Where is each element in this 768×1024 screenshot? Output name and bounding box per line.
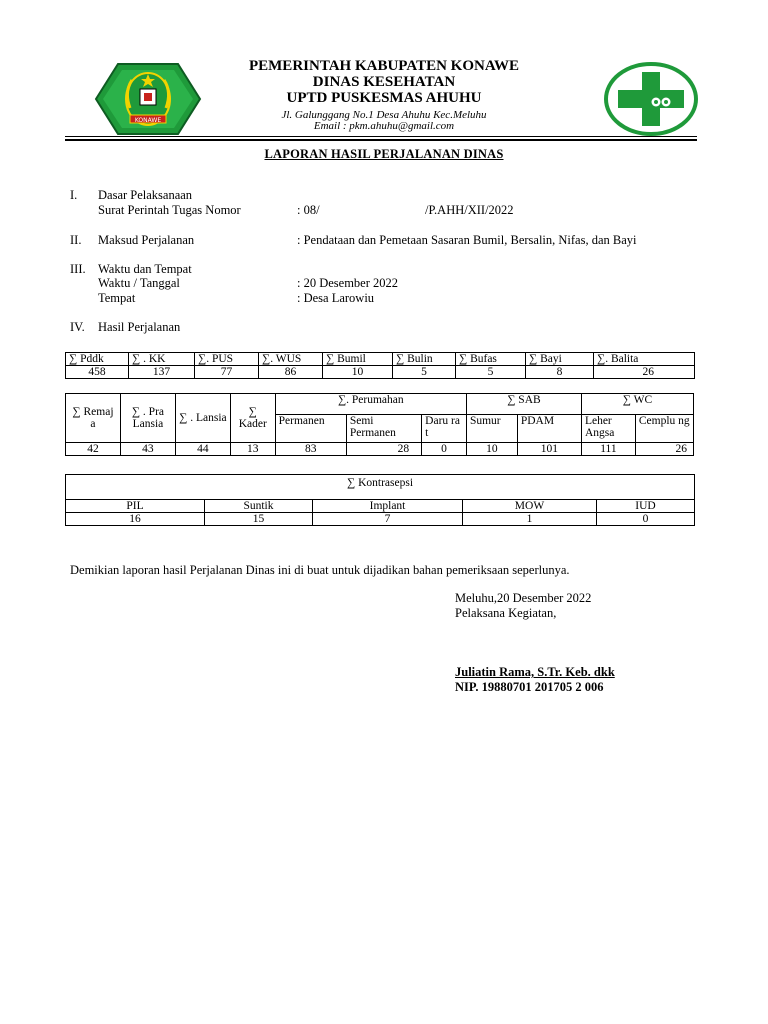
table-cell: 26 — [594, 366, 695, 379]
table-header-row — [66, 394, 694, 415]
table-header-cell: ∑ Bulin — [393, 353, 456, 366]
table-header-cell: ∑ Kader — [230, 394, 275, 443]
table-cell: 15 — [205, 513, 313, 526]
header-puskesmas: UPTD PUSKESMAS AHUHU — [286, 90, 482, 106]
table-header-cell: ∑ . KK — [129, 353, 195, 366]
table-header-cell: ∑ Bufas — [456, 353, 526, 366]
table-header-cell: ∑. Balita — [594, 353, 695, 366]
closing-statement: Demikian laporan hasil Perjalanan Dinas ini di buat untuk dijadikan bahan pemeriksaan seperlunya. — [70, 563, 570, 577]
section-2-label: Maksud Perjalanan — [98, 233, 195, 247]
signature-place-date: Meluhu,20 Desember 2022 — [455, 591, 592, 605]
header-divider — [65, 136, 697, 137]
table-cell: 101 — [517, 443, 581, 456]
section-3-number: III. — [70, 262, 86, 276]
table-title-row — [66, 475, 695, 500]
table-cell: 137 — [129, 366, 195, 379]
table-cell: 5 — [393, 366, 456, 379]
table-header-cell: Suntik — [205, 500, 313, 513]
table-row — [66, 443, 694, 456]
table-header-cell: Sumur — [466, 415, 517, 443]
table-cell: 77 — [195, 366, 259, 379]
table-header-cell: PDAM — [517, 415, 581, 443]
section-1-value-b: /P.AHH/XII/2022 — [425, 203, 514, 217]
table-header-cell: ∑ Remaj a — [66, 394, 121, 443]
table-row — [66, 366, 695, 379]
table-header-cell: Leher Angsa — [581, 415, 635, 443]
table-header-cell: IUD — [597, 500, 695, 513]
table-cell: 42 — [66, 443, 121, 456]
section-3-date-value: : 20 Desember 2022 — [297, 276, 399, 290]
table-cell: 8 — [526, 366, 594, 379]
contraception-table — [65, 474, 695, 526]
table-header-cell: MOW — [463, 500, 597, 513]
signature-name: Juliatin Rama, S.Tr. Keb. dkk — [455, 665, 615, 679]
table-title-cell: ∑ Kontrasepsi — [66, 475, 695, 500]
table-cell: 44 — [175, 443, 230, 456]
table-cell: 26 — [635, 443, 693, 456]
table-cell: 1 — [463, 513, 597, 526]
table-header-cell: ∑ Bayi — [526, 353, 594, 366]
table-header-cell: Semi Permanen — [346, 415, 421, 443]
section-4-label: Hasil Perjalanan — [98, 320, 181, 334]
signature-role: Pelaksana Kegiatan, — [455, 606, 557, 620]
table-header-cell: Implant — [313, 500, 463, 513]
section-2-value: : Pendataan dan Pemetaan Sasaran Bumil, Bersalin, Nifas, dan Bayi — [297, 233, 637, 247]
table-header-cell: ∑ SAB — [466, 394, 581, 415]
table-cell: 5 — [456, 366, 526, 379]
table-cell: 16 — [66, 513, 205, 526]
section-1-number: I. — [70, 188, 78, 202]
table-cell: 13 — [230, 443, 275, 456]
header-government: PEMERINTAH KABUPATEN KONAWE — [248, 58, 519, 74]
table-cell: 0 — [597, 513, 695, 526]
table-cell: 10 — [323, 366, 393, 379]
table-header-cell: ∑. WUS — [259, 353, 323, 366]
section-1-label: Dasar Pelaksanaan — [98, 188, 193, 202]
table-cell: 458 — [66, 366, 129, 379]
table-header-cell: ∑. PUS — [195, 353, 259, 366]
table-cell: 7 — [313, 513, 463, 526]
population-summary-table — [65, 352, 695, 379]
header-divider-thick — [65, 139, 697, 141]
table-header-cell: Daru rat — [422, 415, 467, 443]
document-title: LAPORAN HASIL PERJALANAN DINAS — [264, 147, 504, 161]
table-cell: 86 — [259, 366, 323, 379]
housing-sanitation-table — [65, 393, 694, 456]
table-header-cell: ∑. Perumahan — [275, 394, 466, 415]
table-header-cell: ∑ . Lansia — [175, 394, 230, 443]
header-department: DINAS KESEHATAN — [312, 74, 456, 90]
section-4-number: IV. — [70, 320, 85, 334]
section-3-place-label: Tempat — [98, 291, 136, 305]
section-1-sub-label: Surat Perintah Tugas Nomor — [98, 203, 241, 217]
table-cell: 10 — [466, 443, 517, 456]
table-cell: 83 — [275, 443, 346, 456]
table-header-row — [66, 500, 695, 513]
table-cell: 28 — [346, 443, 421, 456]
table-header-row — [66, 353, 695, 366]
table-header-cell: ∑ Bumil — [323, 353, 393, 366]
table-header-cell: Cemplu ng — [635, 415, 693, 443]
table-header-cell: ∑ . Pra Lansia — [120, 394, 175, 443]
section-1-value-a: : 08/ — [297, 203, 320, 217]
section-2-number: II. — [70, 233, 82, 247]
section-3-label: Waktu dan Tempat — [98, 262, 192, 276]
table-header-cell: ∑ WC — [581, 394, 693, 415]
table-header-cell: ∑ Pddk — [66, 353, 129, 366]
table-header-cell: PIL — [66, 500, 205, 513]
table-cell: 43 — [120, 443, 175, 456]
table-header-cell: Permanen — [275, 415, 346, 443]
section-3-date-label: Waktu / Tanggal — [98, 276, 180, 290]
header-email: Email : pkm.ahuhu@gmail.com — [313, 120, 455, 132]
table-cell: 0 — [422, 443, 467, 456]
svg-text:KONAWE: KONAWE — [134, 117, 162, 124]
table-row — [66, 513, 695, 526]
header-address: Jl. Galunggang No.1 Desa Ahuhu Kec.Meluhu — [281, 109, 487, 121]
signature-nip: NIP. 19880701 201705 2 006 — [455, 680, 604, 694]
table-cell: 111 — [581, 443, 635, 456]
section-3-place-value: : Desa Larowiu — [297, 291, 375, 305]
